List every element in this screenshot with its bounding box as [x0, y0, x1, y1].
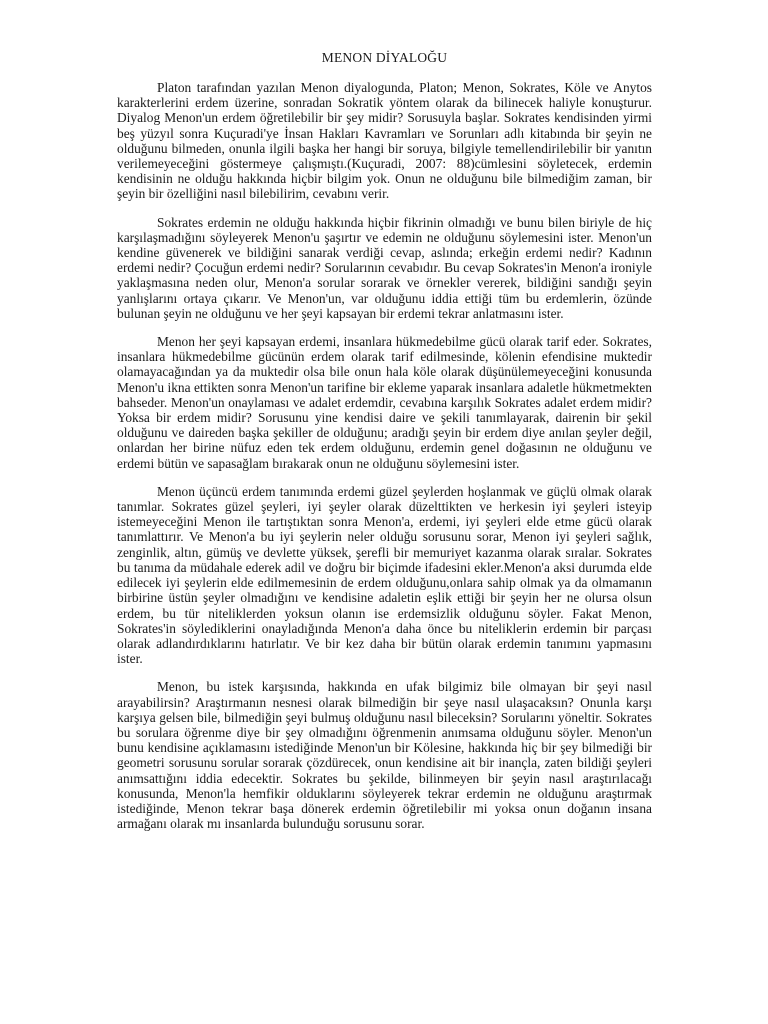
paragraph-2: Sokrates erdemin ne olduğu hakkında hiçbir fikrinin olmadığı ve bunu bilen biriyle de hiç karşılaşmadığını söyleyerek Menon'u şaşırtır ve edemin ne olduğunu söylemesini ister. Menon'un kendine güvenerek ve bildiğini sanarak verdiği cevap, aslında; erkeğin erdemi nedir? Kadının erdemi nedir? Çocuğun erdemi nedir? Sorularının cevabıdır. Bu cevap Sokrates'in Menon'a ironiyle yaklaşmasına neden olur, Menon'a sorular sorarak ve örnekler vererek, bildiğini sandığı şeyin yanlışlarını ortaya çıkarır. Ve Menon'un, var olduğunu iddia ettiği tüm bu erdemlerin, özünde bulunan şeyin ne olduğunu ve her şeyi kapsayan bir erdemi tekrar anlatmasını ister. — [117, 214, 652, 321]
paragraph-3: Menon her şeyi kapsayan erdemi, insanlara hükmedebilme gücü olarak tarif eder. Sokrates, insanlara hükmedebilme gücünün erdem olarak tarif edilmesinde, kölenin efendisine muktedir olamayacağından ya da muktedir olsa bile onun hala köle olarak düşünülemeyeceğini konusunda Menon'u ikna ettikten sonra Menon'un tarifine bir ekleme yaparak insanlara adaletle hükmetmekten bahseder. Menon'un onaylaması ve adalet erdemdir, cevabına karşılık Sokrates adalet erdem midir? Yoksa bir erdem midir? Sorusunu yine kendisi daire ve şekili tanımlayarak, dairenin bir şekil olduğunu ve daireden başka şekiller de olduğunu; aradığı şeyin bir erdem diye anılan şeyler değil, onlardan her birine nüfuz eden tek erdem olduğunu, erdemin genel doğasının ne olduğunu ve erdemi bütün ve sapasağlam bırakarak onun ne olduğunu söylemesini ister. — [117, 334, 652, 471]
paragraph-4: Menon üçüncü erdem tanımında erdemi güzel şeylerden hoşlanmak ve güçlü olmak olarak tanımlar. Sokrates güzel şeyleri, iyi şeyler olarak düzelttikten ve herkesin iyi şeyleri isteyip istemeyeceğini Menon ile tartıştıktan sonra Menon'a, erdemi, iyi şeyleri elde etme gücü olarak tanımlattırır. Ve Menon'a bu iyi şeylerin neler olduğu sorusunu sorar, Menon iyi şeyleri sağlık, zenginlik, altın, gümüş ve devlette yüksek, şerefli bir memuriyet kazanma olarak sıralar. Sokrates bu tanıma da müdahale ederek adil ve doğru bir biçimde ifadesini ekler.Menon'a aksi durumda elde edilecek iyi şeylerin elde edilmemesinin de erdem olduğunu,onlara sahip olmak ya da olmamanın birbirine üstün şeyler olmadığını ve kendisine adaletin eşlik ettiği bir şeyin her ne olursa olsun erdem, bu tür niteliklerden yoksun olanın ise erdemsizlik olduğunu söyler. Fakat Menon, Sokrates'in söylediklerini onayladığında Menon'a daha önce bu niteliklerin erdemin bir parçası olarak adlandırdıklarını hatırlatır. Ve bir kez daha bir bütün olarak erdemin tanımını yapmasını ister. — [117, 483, 652, 667]
paragraph-5: Menon, bu istek karşısında, hakkında en ufak bilgimiz bile olmayan bir şeyi nasıl arayabilirsin? Araştırmanın nesnesi olarak bilmediğin bir şeye nasıl ulaşacaksın? Onunla karşı karşıya gelsen bile, bilmediğin şeyi bulmuş olduğunu nasıl bileceksin? Sorularını yöneltir. Sokrates bu sorulara öğrenme diye bir şey olmadığını öğrenmenin anımsama olduğunu söyler. Menon'un bunu kendisine açıklamasını istediğinde Menon'un bir Kölesine, hakkında hiç bir şey bilmediği bir geometri sorusunu sorular sorarak çözdürecek, onun kendisine ait bir inançla, zaten bildiği şeyleri anımsattığını iddia edecektir. Sokrates bu şekilde, bilinmeyen bir şeyin nasıl araştırılacağı konusunda, Menon'la hemfikir olduklarını söyleyerek tekrar erdemin ne olduğunu araştırmak istediğinde, Menon tekrar başa dönerek erdemin öğretilebilir mi yoksa onun doğanın insana armağanı olarak mı insanlarda bulunduğu sorusunu sorar. — [117, 679, 652, 832]
document-title: MENON DİYALOĞU — [321, 50, 448, 65]
paragraph-1: Platon tarafından yazılan Menon diyalogunda, Platon; Menon, Sokrates, Köle ve Anytos karakterlerini erdem üzerine, sonradan Sokratik yöntem olarak da bilinecek haliyle konuşturur. Diyalog Menon'un erdem öğretilebilir bir şey midir? Sorusuyla başlar. Sokrates kendisinden yirmi beş yüzyıl sonra Kuçuradi'ye İnsan Hakları Kavramları ve Sorunları adlı kitabında bir şeyin ne olduğunu bilmeden, onunla ilgili başka her hangi bir soruya, bilgiyle temellendirilebilir bir yanıtın verilemeyeceğini göstermeye çalışmıştı.(Kuçuradi, 2007: 88)cümlesini söyletecek, erdemin kendisinin ne olduğu hakkında hiçbir bilgim yok. Onun ne olduğunu bile bilmediğim zaman, bir şeyin bir özelliğini nasıl bilebilirim, cevabını verir. — [117, 80, 652, 202]
